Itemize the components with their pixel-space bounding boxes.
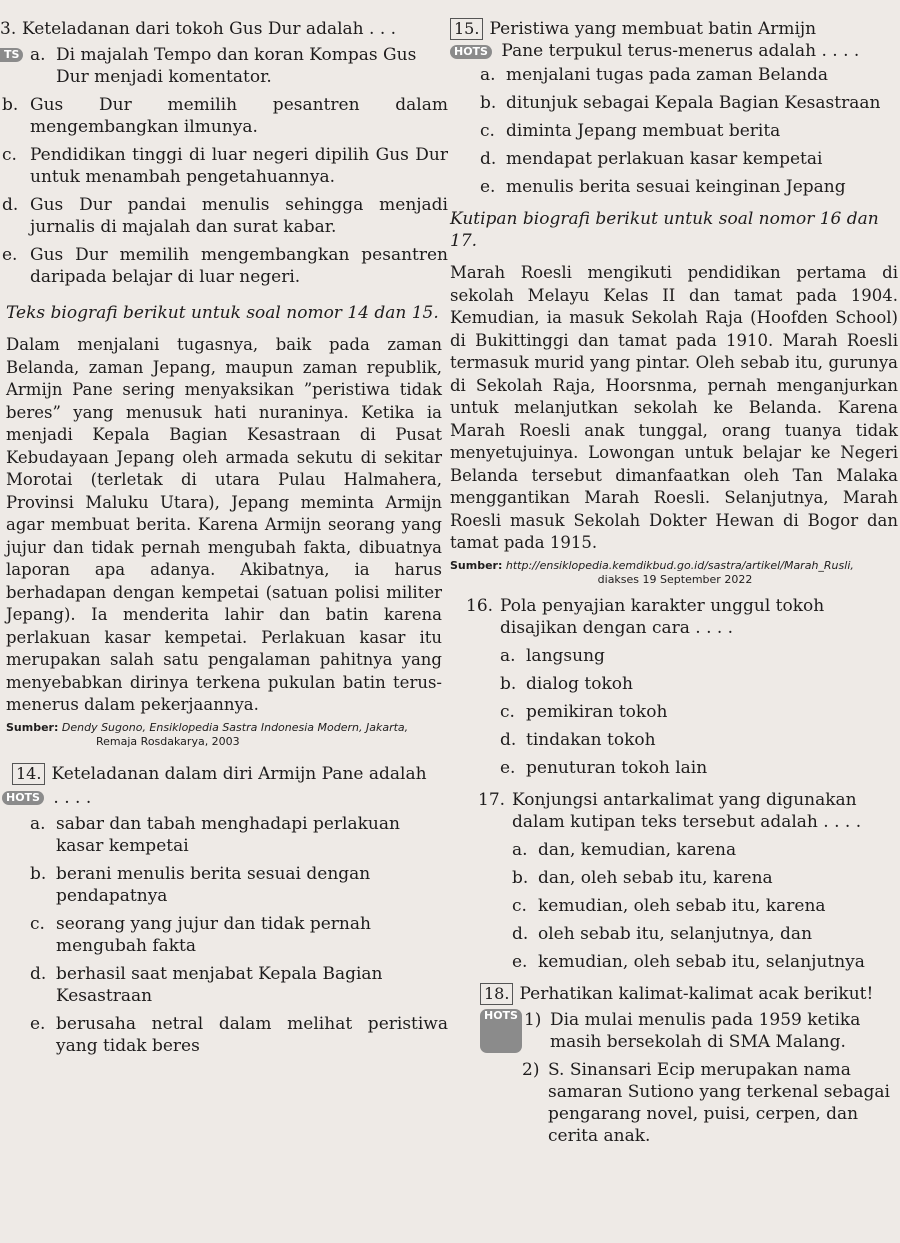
badge: HOTS: [2, 791, 44, 805]
option-d[interactable]: d. oleh sebab itu, selanjutnya, dan: [512, 923, 813, 944]
option-c[interactable]: c. seorang yang jujur dan tidak pernah mengubah fakta: [30, 913, 371, 956]
option-a[interactable]: a. sabar dan tabah menghadapi perlakuan kasar kempetai: [30, 813, 400, 856]
option-b[interactable]: b. dan, oleh sebab itu, karena: [512, 867, 773, 888]
text-body: Dalam menjalani tugasnya, baik pada zaman Belanda, zaman Jepang, maupun zaman republik, Armijn Pane sering menyaksikan ”peristiwa tidak beres” yang menusuk hati nuraninya. Ketika ia menjadi Kepala Bagian Kesastraan di Pusat Kebudayaan Jepang oleh armada sekutu di sekitar Morotai (terletak di utara Pulau Halmahera, Provinsi Maluku Utara), Jepang meminta Armijn agar membuat berita. Karena Armijn seorang yang jujur dan tidak pernah mengubah fakta, dibuatnya laporan apa adanya. Akibatnya, ia harus berhadapan dengan kempetai (satuan polisi militer Jepang). Ia menderita lahir dan batin karena perlakuan kasar kempetai. Perlakuan kasar itu merupakan salah satu pengalaman pahitnya yang menyebabkan dirinya terkena pukulan batin terus-menerus dalam pekerjaannya.: [6, 335, 442, 714]
option-d[interactable]: d. Gus Dur pandai menulis sehingga menjadi jurnalis di majalah dan surat kabar.: [2, 195, 448, 237]
question-15: [450, 18, 900, 198]
badge: HOTS: [480, 1009, 522, 1053]
question-14: [0, 763, 448, 1057]
text-source-cont: diakses 19 September 2022: [597, 572, 753, 586]
right-column: [450, 18, 900, 1147]
option-d[interactable]: d. mendapat perlakuan kasar kempetai: [480, 149, 823, 169]
option-c[interactable]: c. pemikiran tokoh: [500, 701, 668, 722]
question-stem-cont: Pane terpukul terus-menerus adalah . . . .: [501, 41, 860, 61]
option-b[interactable]: b. berani menulis berita sesuai dengan pendapatnya: [30, 863, 371, 906]
text-source: Sumber: Dendy Sugono, Ensiklopedia Sastra Indonesia Modern, Jakarta,: [6, 720, 409, 734]
option-a[interactable]: a. menjalani tugas pada zaman Belanda: [480, 65, 829, 85]
option-e[interactable]: e. penuturan tokoh lain: [500, 757, 708, 778]
question-number: 15.: [450, 18, 483, 40]
question-17: [450, 789, 900, 973]
question-number: 14.: [12, 763, 45, 785]
badge: HOTS: [450, 45, 492, 59]
question-number: 16.: [466, 595, 494, 616]
option-e[interactable]: e. Gus Dur memilih mengembangkan pesantren daripada belajar di luar negeri.: [2, 245, 448, 287]
question-stem: Perhatikan kalimat-kalimat acak berikut!: [519, 983, 874, 1004]
option-c[interactable]: c. diminta Jepang membuat berita: [480, 121, 781, 141]
text-body: Marah Roesli mengikuti pendidikan pertama di sekolah Melayu Kelas II dan tamat pada 1904. Kemudian, ia masuk Sekolah Raja (Hoofden School) di Bukittinggi dan tamat pada 1910. Marah Roesli termasuk murid yang pintar. Oleh sebab itu, gurunya di Sekolah Raja, Hoorsnma, pernah menganjurkan untuk melanjutkan sekolah ke Belanda. Karena Marah Roesli anak tunggal, orang tuanya tidak menyetujuinya. Lowongan untuk belajar ke Negeri Belanda tersebut dimanfaatkan oleh Tan Malaka menggantikan Marah Roesli. Selanjutnya, Marah Roesli masuk Sekolah Dokter Hewan di Bogor dan tamat pada 1915.: [450, 263, 898, 552]
option-d[interactable]: d. berhasil saat menjabat Kepala Bagian Kesastraan: [30, 963, 383, 1006]
text-1: [0, 302, 448, 749]
text-intro: Kutipan biografi berikut untuk soal nomor 16 dan 17.: [450, 209, 879, 251]
text-intro: Teks biografi berikut untuk soal nomor 14 dan 15.: [6, 303, 439, 323]
list-item: HOTS 1) Dia mulai menulis pada 1959 ketika masih bersekolah di SMA Malang.: [480, 1009, 900, 1053]
option-b[interactable]: b. dialog tokoh: [500, 673, 633, 694]
option-b[interactable]: b. ditunjuk sebagai Kepala Bagian Kesastraan: [480, 93, 881, 113]
question-stem: Keteladanan dalam diri Armijn Pane adalah: [51, 763, 427, 784]
question-13: [0, 18, 448, 288]
badge: TS: [0, 48, 23, 62]
option-c[interactable]: c. kemudian, oleh sebab itu, karena: [512, 895, 826, 916]
question-stem: Keteladanan dari tokoh Gus Dur adalah . . .: [22, 19, 397, 39]
question-stem: Konjungsi antarkalimat yang digunakan dalam kutipan teks tersebut adalah . . . .: [512, 789, 862, 832]
question-number: 3.: [0, 19, 17, 39]
text-source: Sumber: http://ensiklopedia.kemdikbud.go.id/sastra/artikel/Marah_Rusli,: [450, 558, 854, 572]
list-item: 2) S. Sinansari Ecip merupakan nama samaran Sutiono yang terkenal sebagai pengarang novel, puisi, cerpen, dan cerita anak.: [522, 1059, 890, 1146]
option-b[interactable]: b. Gus Dur memilih pesantren dalam mengembangkan ilmunya.: [2, 95, 448, 137]
text-source-cont: Remaja Rosdakarya, 2003: [96, 734, 240, 748]
question-number: 18.: [480, 983, 513, 1005]
question-stem-cont: . . . .: [53, 787, 92, 808]
option-e[interactable]: e. kemudian, oleh sebab itu, selanjutnya: [512, 951, 865, 972]
option-c[interactable]: c. Pendidikan tinggi di luar negeri dipilih Gus Dur untuk menambah pengetahuannya.: [2, 145, 448, 187]
option-a[interactable]: a. langsung: [500, 645, 605, 666]
question-stem: Peristiwa yang membuat batin Armijn: [489, 19, 817, 39]
option-a[interactable]: a. dan, kemudian, karena: [512, 839, 737, 860]
option-a[interactable]: a. Di majalah Tempo dan koran Kompas Gus Dur menjadi komentator.: [30, 45, 417, 87]
option-e[interactable]: e. berusaha netral dalam melihat peristiwa yang tidak beres: [30, 1013, 448, 1056]
question-18: [450, 983, 900, 1147]
text-2: [450, 208, 900, 587]
option-d[interactable]: d. tindakan tokoh: [500, 729, 656, 750]
question-16: [450, 595, 900, 779]
question-number: 17.: [478, 789, 506, 810]
option-e[interactable]: e. menulis berita sesuai keinginan Jepang: [480, 177, 846, 197]
question-stem: Pola penyajian karakter unggul tokoh disajikan dengan cara . . . .: [500, 595, 825, 638]
left-column: [0, 18, 448, 1057]
